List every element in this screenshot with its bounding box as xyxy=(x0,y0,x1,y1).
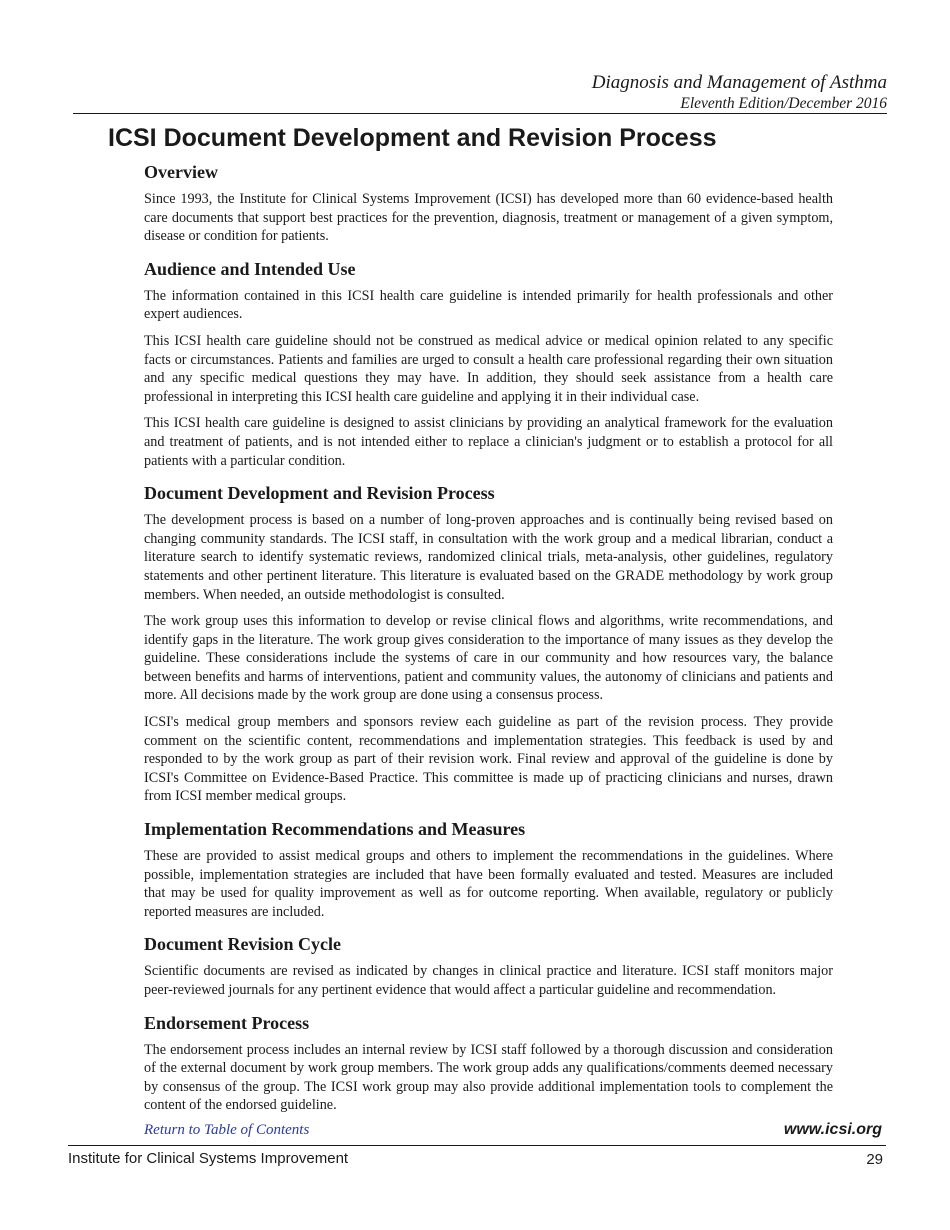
paragraph: Since 1993, the Institute for Clinical Systems Improvement (ICSI) has developed more than 60 evidence-based health care documents that support best practices for the prevention, diagnosis, treatment or management of a given symptom, disease or condition for patients. xyxy=(144,191,833,245)
guideline-title: Diagnosis and Management of Asthma xyxy=(591,72,887,93)
paragraph: ICSI's medical group members and sponsors review each guideline as part of the revision process. They provide comment on the scientific content, recommendations and implementation strategies. This feedback is used by and responded to by the work group as part of their revision work. Final review and approval of the guideline is done by ICSI's Committee on Evidence-Based Practice. This committee is made up of practicing clinicians and nurses, drawn from ICSI member medical groups. xyxy=(144,714,833,805)
return-to-toc-link[interactable]: Return to Table of Contents xyxy=(144,1122,310,1138)
section-heading: Audience and Intended Use xyxy=(144,258,356,279)
section-revision-cycle xyxy=(144,932,833,999)
page-number: 29 xyxy=(866,1151,883,1168)
paragraph: This ICSI health care guideline should not be construed as medical advice or medical opinion related to any specific facts or circumstances. Patients and families are urged to consult a health care professional regarding their own situation and any specific medical questions they may have. In addition, they should seek assistance from a health care professional in interpreting this ICSI health care guideline and applying it in their individual case. xyxy=(144,332,833,405)
section-endorsement xyxy=(144,1011,833,1115)
section-heading: Implementation Recommendations and Measures xyxy=(144,819,526,840)
organization-name: Institute for Clinical Systems Improvement xyxy=(68,1150,349,1167)
paragraph: This ICSI health care guideline is designed to assist clinicians by providing an analytical framework for the evaluation and treatment of patients, and is not intended either to replace a clinician's judgment or to establish a protocol for all patients with a particular condition. xyxy=(144,415,833,469)
document-body xyxy=(144,160,833,1126)
section-development-process xyxy=(144,481,833,806)
section-implementation xyxy=(144,817,833,921)
section-heading: Document Revision Cycle xyxy=(144,934,341,955)
paragraph: Scientific documents are revised as indicated by changes in clinical practice and literature. ICSI staff monitors major peer-reviewed journals for any pertinent evidence that would affect a particular guideline and recommendation. xyxy=(144,963,833,998)
section-audience xyxy=(144,257,833,470)
section-heading: Document Development and Revision Process xyxy=(144,483,495,504)
edition-date: Eleventh Edition/December 2016 xyxy=(680,95,887,112)
paragraph: The endorsement process includes an internal review by ICSI staff followed by a thorough discussion and consideration of the external document by work group members. The work group adds any qualifications/comments deemed necessary by consensus of the group. The ICSI work group may also provide additional implementation tools to complement the content of the endorsed guideline. xyxy=(144,1041,833,1114)
paragraph: The development process is based on a number of long-proven approaches and is continually being revised based on changing community standards. The ICSI staff, in consultation with the work group and a medical librarian, conduct a literature search to identify systematic reviews, randomized clinical trials, meta-analysis, other guidelines, regulatory statements and other pertinent literature. This literature is evaluated based on the GRADE methodology by work group members. When needed, an outside methodologist is consulted. xyxy=(144,512,833,603)
running-header xyxy=(592,72,887,113)
paragraph: The work group uses this information to develop or revise clinical flows and algorithms, write recommendations, and identify gaps in the literature. The work group gives consideration to the importance of many issues as they develop the guideline. These considerations include the systems of care in our community and how resources vary, the balance between benefits and harms of interventions, patient and community values, the autonomy of clinicians and patients and more. All decisions made by the work group are done using a consensus process. xyxy=(144,613,833,704)
header-rule xyxy=(73,113,887,114)
section-overview xyxy=(144,160,833,246)
page-title: ICSI Document Development and Revision Process xyxy=(108,124,717,152)
paragraph: The information contained in this ICSI health care guideline is intended primarily for health professionals and other expert audiences. xyxy=(144,287,833,323)
section-heading: Overview xyxy=(144,162,218,182)
website-url: www.icsi.org xyxy=(783,1121,882,1138)
footer-rule xyxy=(68,1145,886,1146)
section-heading: Endorsement Process xyxy=(144,1012,310,1033)
paragraph: These are provided to assist medical groups and others to implement the recommendations in the guidelines. Where possible, implementation strategies are included that have been formally evaluated and tested. Measures are included that may be used for quality improvement as well as for outcome reporting. When available, regulatory or publicly reported measures are included. xyxy=(144,848,833,920)
